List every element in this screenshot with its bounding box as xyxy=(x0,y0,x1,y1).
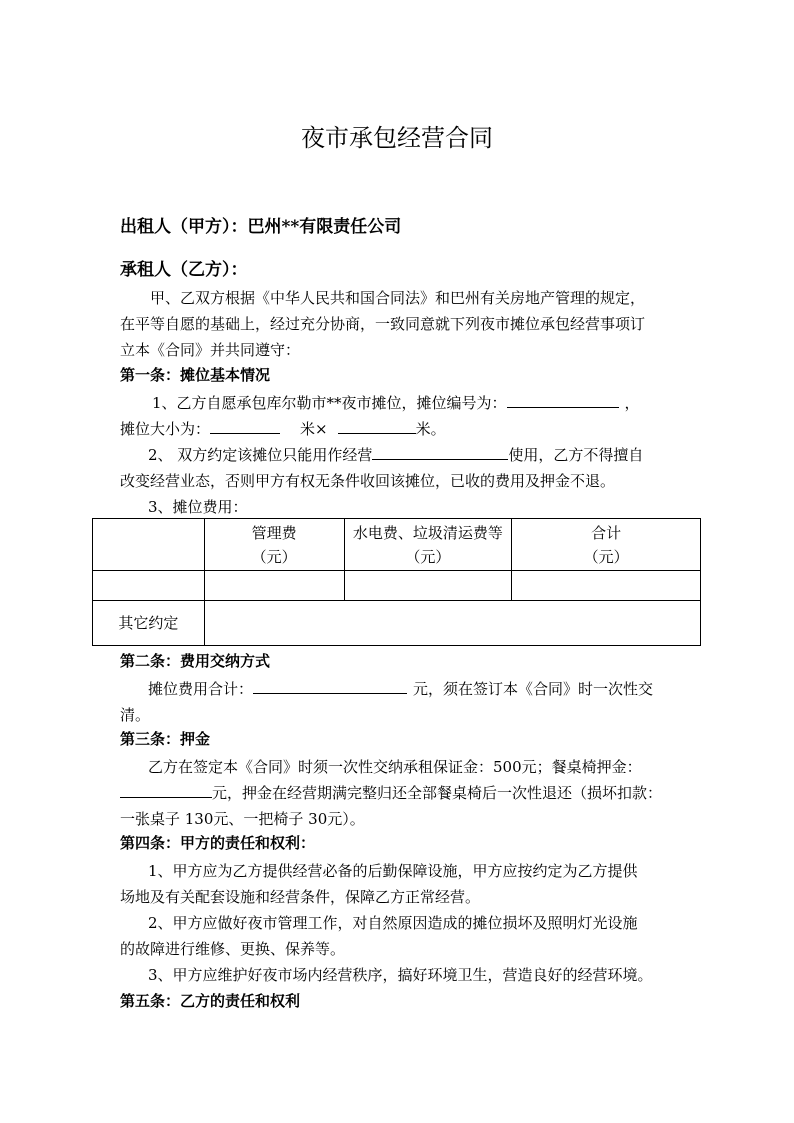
article-3-heading: 第三条：押金 xyxy=(120,730,211,748)
meter-times-label: 米× xyxy=(300,420,328,438)
article-1-heading: 第一条：摊位基本情况 xyxy=(120,366,271,384)
art2-text-b: 元，须在签订本《合同》时一次性交 xyxy=(413,680,654,698)
utilities-fee-cell[interactable] xyxy=(344,571,512,601)
art4-line1: 1、甲方应为乙方提供经营必备的后勤保障设施，甲方应按约定为乙方提供 xyxy=(148,862,638,880)
art1-item2-line2: 改变经营业态，否则甲方有权无条件收回该摊位，已收的费用及押金不退。 xyxy=(120,472,616,490)
meter-label: 米。 xyxy=(415,420,446,438)
utilities-fee-header: 水电费、垃圾清运费等 （元） xyxy=(344,519,512,571)
article-4-heading: 第四条：甲方的责任和权利： xyxy=(120,834,316,852)
management-fee-header: 管理费 （元） xyxy=(204,519,344,571)
fee-table-header-row xyxy=(93,519,701,571)
fee-table-corner-cell xyxy=(93,519,205,571)
art1-item2-text: 2、 双方约定该摊位只能用作经营 xyxy=(148,446,373,464)
art2-line2: 清。 xyxy=(120,706,151,724)
art3-line2-text: 元，押金在经营期满完整归还全部餐桌椅后一次性退还（损坏扣款： xyxy=(212,784,663,802)
art4-line2: 场地及有关配套设施和经营条件，保障乙方正常经营。 xyxy=(120,888,481,906)
stall-size-label: 摊位大小为： xyxy=(120,420,211,438)
other-terms-label: 其它约定 xyxy=(93,601,205,646)
art2-total-label: 摊位费用合计： xyxy=(148,680,254,698)
stall-length-blank[interactable] xyxy=(210,417,280,434)
intro-line-3: 立本《合同》并共同遵守： xyxy=(120,341,301,359)
art4-line5: 3、甲方应维护好夜市场内经营秩序，搞好环境卫生，营造良好的经营环境。 xyxy=(148,966,653,984)
total-fee-header: 合计 （元） xyxy=(512,519,701,571)
art3-line3: 一张桌子 130元、一把椅子 30元）。 xyxy=(120,810,365,828)
table-deposit-blank[interactable] xyxy=(120,781,212,798)
art1-item1-comma: ， xyxy=(624,394,640,412)
art2-line1 xyxy=(148,676,653,702)
fee-table-value-row xyxy=(93,571,701,601)
fee-row-label-cell xyxy=(93,571,205,601)
art3-line2 xyxy=(120,780,662,806)
intro-line-1: 甲、乙双方根据《中华人民共和国合同法》和巴州有关房地产管理的规定， xyxy=(150,289,646,307)
lessor-line: 出租人（甲方）：巴州**有限责任公司 xyxy=(120,217,402,237)
art3-line1: 乙方在签定本《合同》时须一次性交纳承租保证金：500元；餐桌椅押金： xyxy=(148,758,642,776)
other-terms-cell[interactable] xyxy=(204,601,700,646)
total-fee-cell[interactable] xyxy=(512,571,701,601)
art4-line4: 的故障进行维修、更换、保养等。 xyxy=(120,940,346,958)
management-fee-cell[interactable] xyxy=(204,571,344,601)
art1-item1-line1 xyxy=(152,390,640,416)
document-title: 夜市承包经营合同 xyxy=(301,124,493,152)
stall-width-blank[interactable] xyxy=(338,417,416,434)
lessee-line: 承租人（乙方）： xyxy=(120,260,248,280)
art1-item2-text-b: 使用，乙方不得擅自 xyxy=(508,446,644,464)
art4-line3: 2、甲方应做好夜市管理工作，对自然原因造成的摊位损坏及照明灯光设施 xyxy=(148,914,638,932)
article-2-heading: 第二条：费用交纳方式 xyxy=(120,652,271,670)
art1-item3: 3、摊位费用： xyxy=(148,498,248,516)
stall-number-blank[interactable] xyxy=(507,391,619,408)
business-use-blank[interactable] xyxy=(372,443,508,460)
stall-fee-table xyxy=(92,518,701,646)
article-5-heading: 第五条：乙方的责任和权利 xyxy=(120,992,301,1010)
fee-table-other-row xyxy=(93,601,701,646)
intro-line-2: 在平等自愿的基础上，经过充分协商，一致同意就下列夜市摊位承包经营事项订 xyxy=(120,315,646,333)
art1-item1-line2 xyxy=(120,416,446,442)
total-fee-blank[interactable] xyxy=(253,677,407,694)
art1-item2-line1 xyxy=(148,442,643,468)
art1-item1-text: 1、乙方自愿承包库尔勒市**夜市摊位，摊位编号为： xyxy=(152,394,507,412)
